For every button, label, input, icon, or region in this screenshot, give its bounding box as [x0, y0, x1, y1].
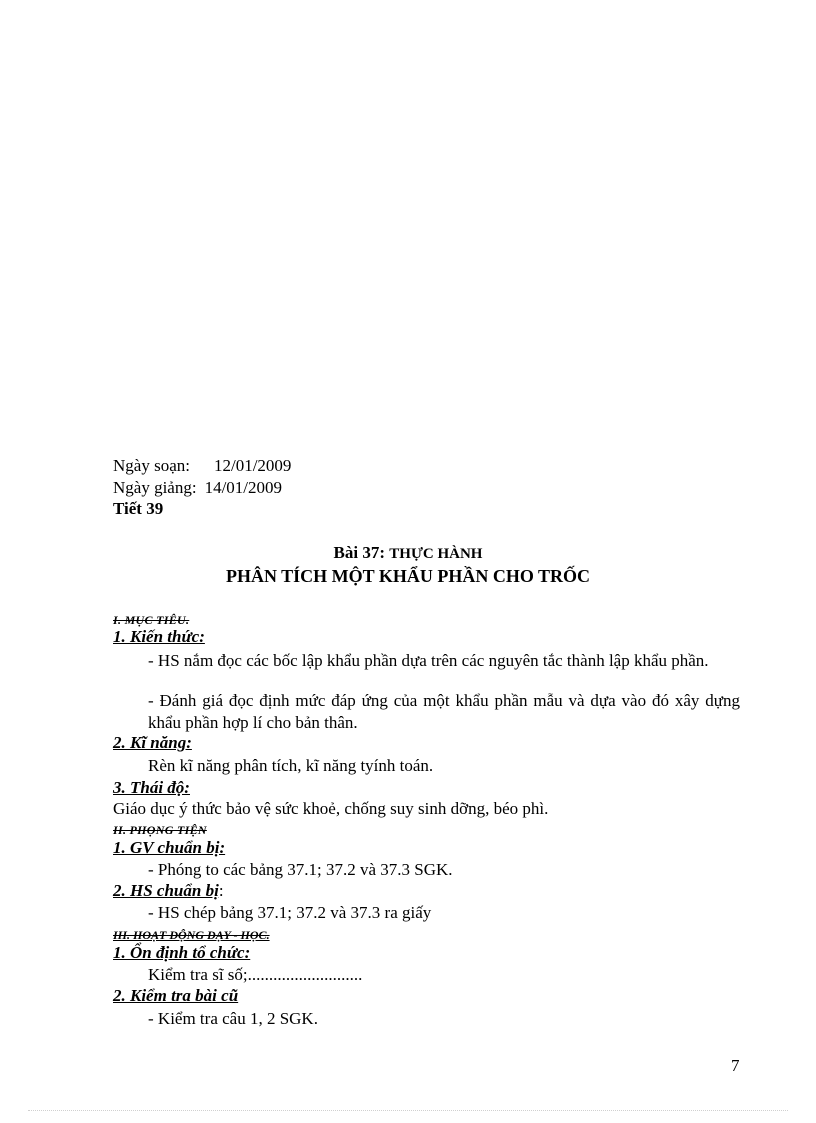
section-materials-heading: II. PHỌNG TIỆN	[113, 823, 207, 837]
attitude-heading: 3. Thái độ:	[113, 778, 190, 797]
lesson-subtitle: PHÂN TÍCH MỘT KHẨU PHẦN CHO TRỐC	[225, 566, 591, 586]
class-organization-text: Kiểm tra sĩ số;...........................	[148, 965, 363, 984]
date-taught-label: Ngày giảng:	[113, 478, 197, 497]
knowledge-point-1: - HS nắm đọc các bốc lập khẩu phần dựa trên các nguyên tắc thành lập khẩu phần.	[148, 651, 709, 670]
lesson-title	[0, 543, 816, 564]
lesson-date-taught	[113, 478, 282, 498]
teacher-prep-heading: 1. GV chuẩn bị:	[113, 838, 226, 857]
class-organization-heading: 1. Ổn định tổ chức:	[113, 943, 251, 962]
page-number: 7	[731, 1056, 740, 1075]
lesson-number: Bài 37:	[333, 543, 386, 562]
review-text: - Kiểm tra câu 1, 2 SGK.	[148, 1009, 318, 1028]
attitude-text: Giáo dục ý thức bảo vệ sức khoẻ, chống suy sinh dỡng, béo phì.	[113, 799, 549, 818]
student-prep-text: - HS chép bảng 37.1; 37.2 và 37.3 ra giấy	[148, 903, 432, 922]
skills-heading: 2. Kĩ năng:	[113, 733, 192, 752]
section-objectives-heading: I. MỤC TIÊU.	[113, 613, 190, 627]
student-prep-colon: :	[218, 881, 224, 900]
teacher-prep-text: - Phóng to các bảng 37.1; 37.2 và 37.3 SGK.	[148, 860, 453, 879]
student-prep-heading: 2. HS chuẩn bị	[113, 881, 219, 900]
date-taught-value: 14/01/2009	[204, 478, 283, 497]
footer-divider	[28, 1110, 788, 1111]
skills-text: Rèn kĩ năng phân tích, kĩ năng tyính toán.	[148, 756, 434, 775]
lesson-period: Tiết 39	[113, 499, 164, 518]
section-activities-heading: III. HOẠT ĐỘNG DẠY - HỌC.	[113, 928, 270, 942]
knowledge-heading: 1. Kiến thức:	[113, 627, 205, 646]
lesson-name: THỰC HÀNH	[389, 546, 483, 562]
student-prep-heading-line	[113, 881, 224, 901]
review-heading: 2. Kiểm tra bài cũ	[113, 986, 239, 1005]
knowledge-point-2: - Đánh giá đọc định mức đáp ứng của một khẩu phần mẫu và dựa vào đó xây dựng khẩu phần hợp lí cho bản thân.	[148, 691, 740, 732]
date-prepared-label: Ngày soạn:	[113, 456, 190, 475]
lesson-date-prepared	[113, 456, 291, 476]
date-prepared-value: 12/01/2009	[213, 456, 292, 475]
